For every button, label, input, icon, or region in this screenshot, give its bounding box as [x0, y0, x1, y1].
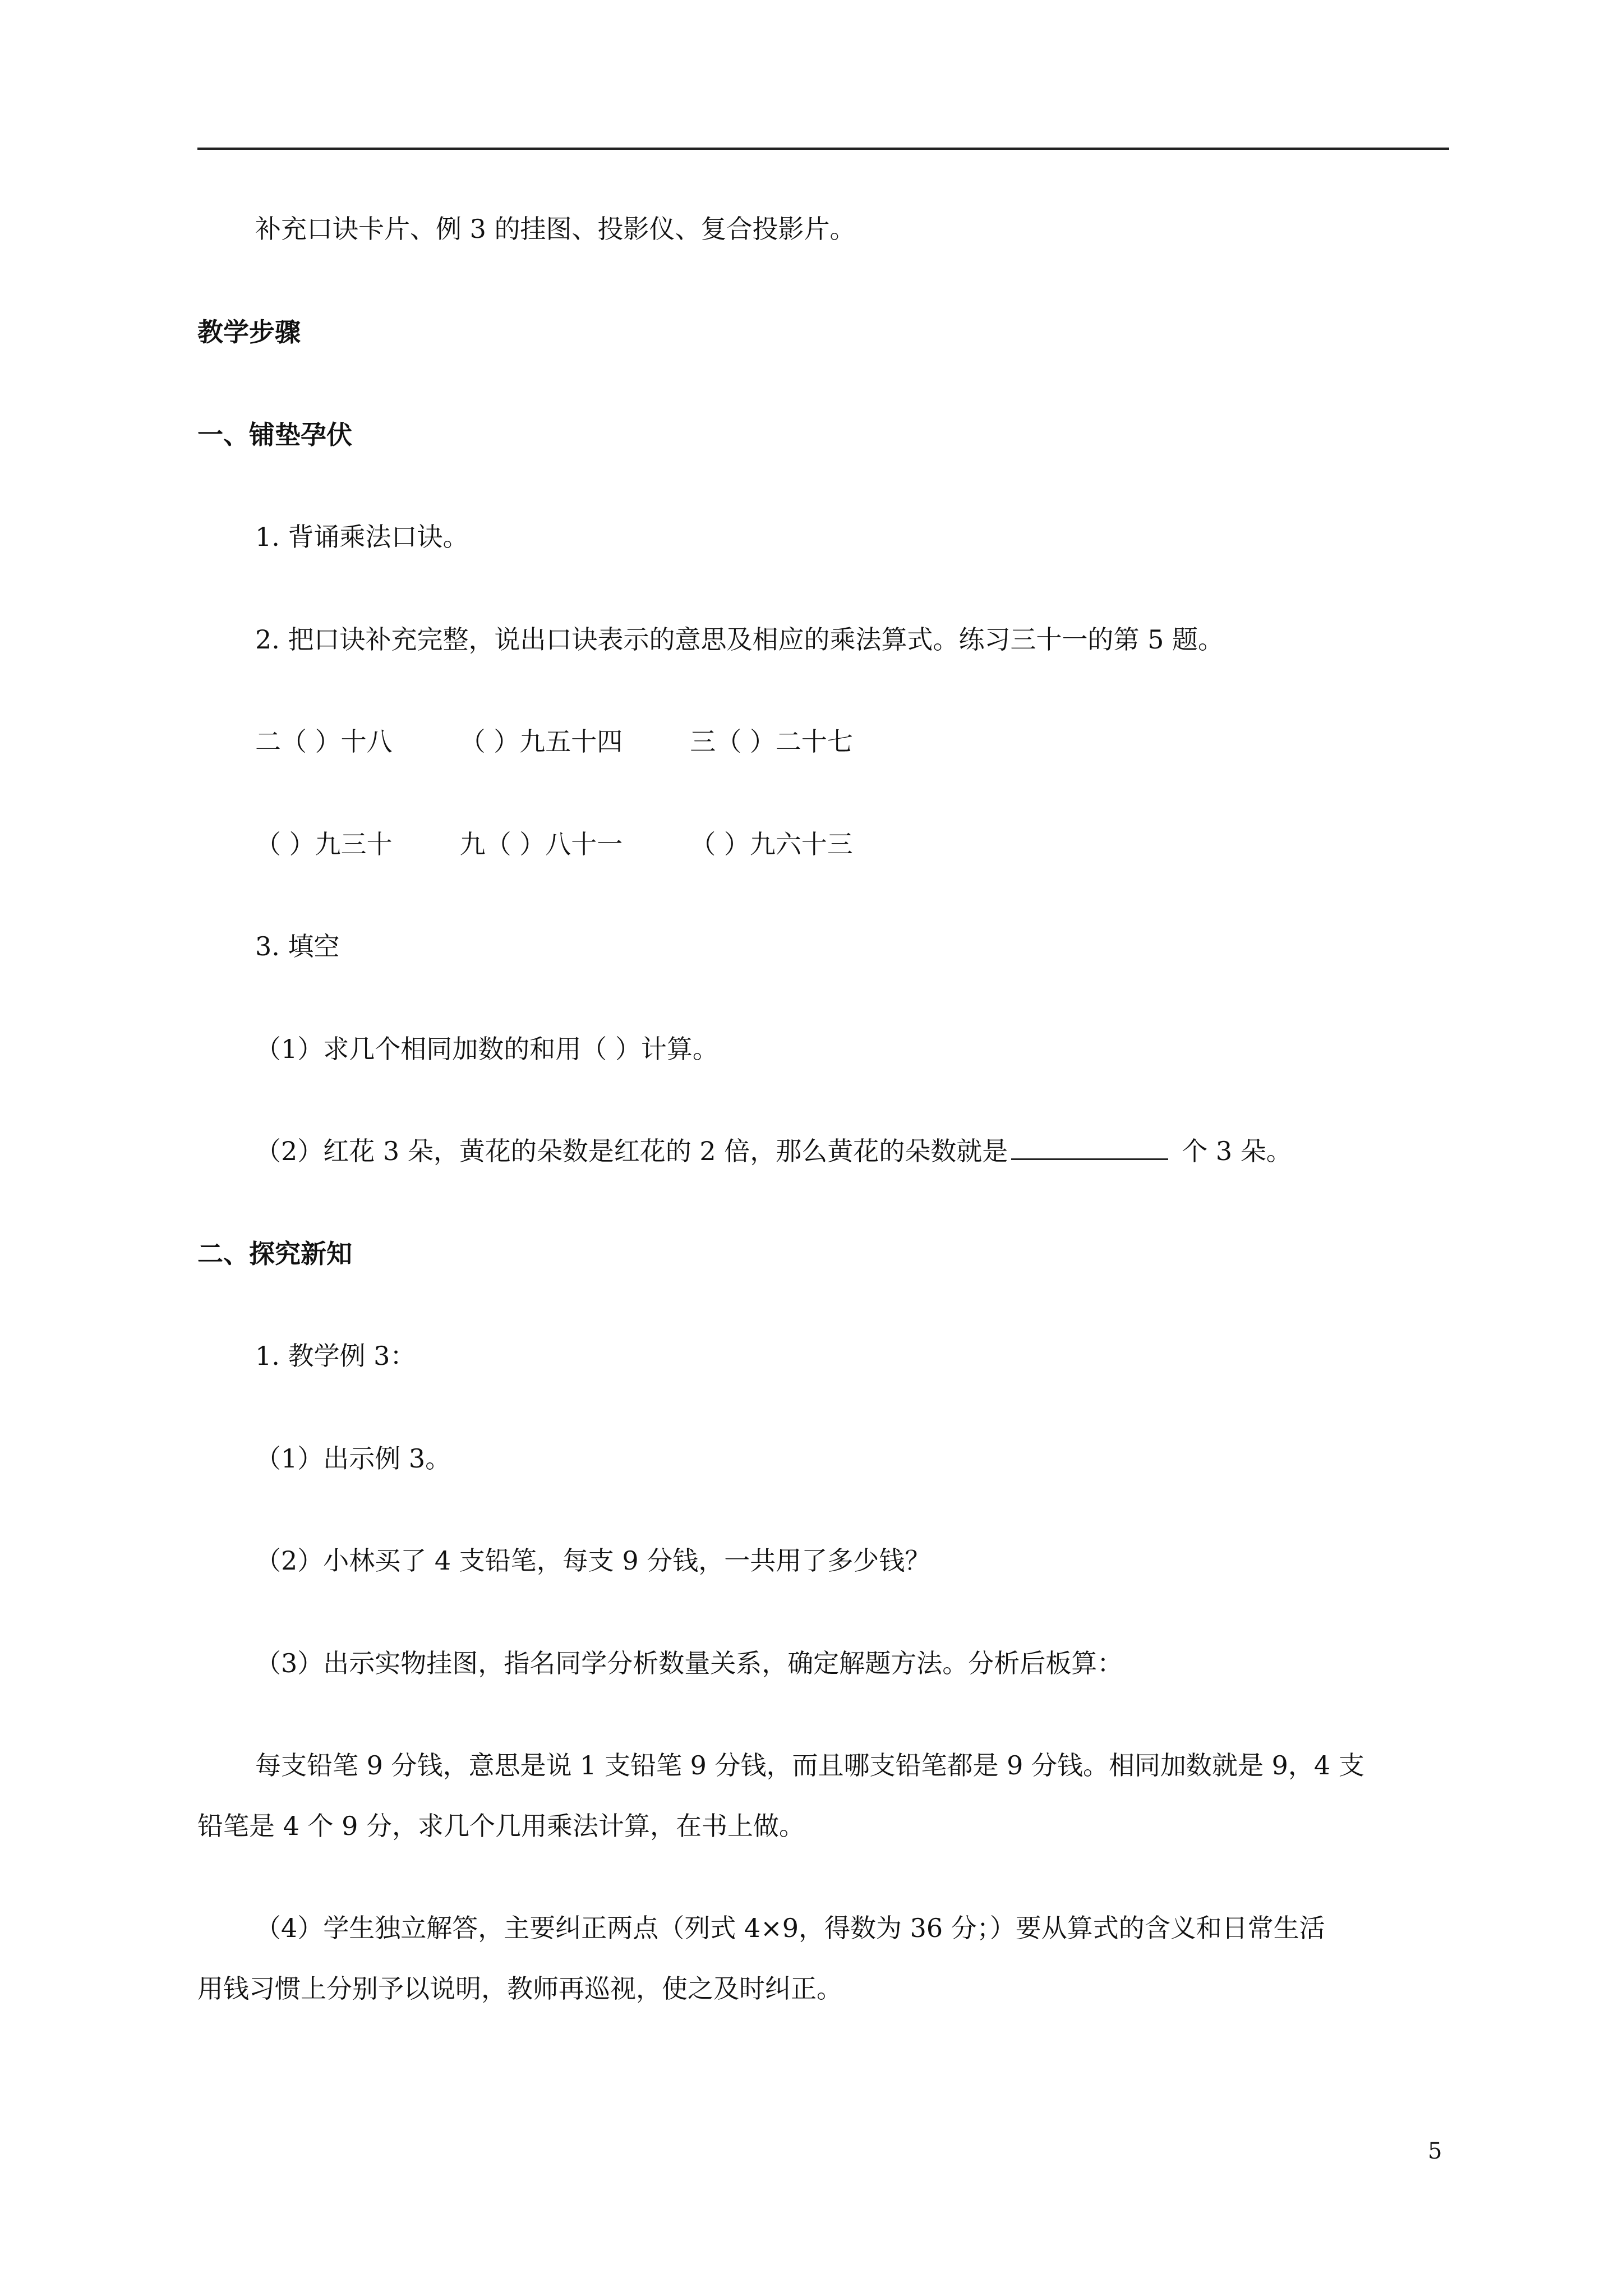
- step-1: （1）出示例 3。: [255, 1443, 451, 1474]
- mnemonic-cell: （ ）九五十四: [459, 726, 623, 757]
- part1-title: 一、铺垫孕伏: [197, 420, 352, 450]
- fill-question-2-text: （2）红花 3 朵，黄花的朵数是红花的 2 倍，那么黄花的朵数就是: [255, 1136, 1008, 1166]
- materials-text: 补充口诀卡片、例 3 的挂图、投影仪、复合投影片。: [255, 214, 856, 244]
- section-title: 教学步骤: [197, 317, 301, 347]
- fill-question-2: [255, 1134, 1292, 1168]
- step-2: （2）小林买了 4 支铅笔，每支 9 分钱，一共用了多少钱？: [255, 1545, 931, 1576]
- mnemonic-cell: 三（ ）二十七: [690, 726, 853, 757]
- mnemonic-row-2: [255, 827, 853, 861]
- step-4-line-2: 用钱习惯上分别予以说明，教师再巡视，使之及时纠正。: [197, 1973, 842, 2004]
- mnemonic-cell: 二（ ）十八: [255, 726, 393, 757]
- analysis-line-2: 铅笔是 4 个 9 分，求几个几用乘法计算，在书上做。: [197, 1811, 805, 1841]
- page-number: 5: [1428, 2138, 1442, 2164]
- part2-title: 二、探究新知: [197, 1239, 352, 1269]
- step-4-line-1: （4）学生独立解答，主要纠正两点（列式 4×9，得数为 36 分；）要从算式的含义和日常生活: [255, 1913, 1325, 1943]
- mnemonic-cell: 九（ ）八十一: [459, 829, 623, 859]
- part2-item1: 1. 教学例 3：: [255, 1341, 416, 1371]
- header-rule: [197, 148, 1449, 150]
- mnemonic-cell: （ ）九六十三: [690, 829, 853, 859]
- analysis-line-1: 每支铅笔 9 分钱，意思是说 1 支铅笔 9 分钱，而且哪支铅笔都是 9 分钱。相同加数就是 9，4 支: [255, 1750, 1364, 1780]
- mnemonic-row-1: [255, 725, 853, 758]
- mnemonic-cell: （ ）九三十: [255, 829, 393, 859]
- step-3: （3）出示实物挂图，指名同学分析数量关系，确定解题方法。分析后板算：: [255, 1648, 1123, 1678]
- fill-question-2-tail: 个 3 朵。: [1182, 1136, 1292, 1166]
- part1-item2: 2. 把口诀补充完整，说出口诀表示的意思及相应的乘法算式。练习三十一的第 5 题。: [255, 624, 1224, 655]
- answer-blank: [1011, 1136, 1168, 1160]
- part1-item3: 3. 填空: [255, 931, 340, 961]
- part1-item1: 1. 背诵乘法口诀。: [255, 522, 469, 552]
- fill-question-1: （1）求几个相同加数的和用（ ）计算。: [255, 1034, 718, 1064]
